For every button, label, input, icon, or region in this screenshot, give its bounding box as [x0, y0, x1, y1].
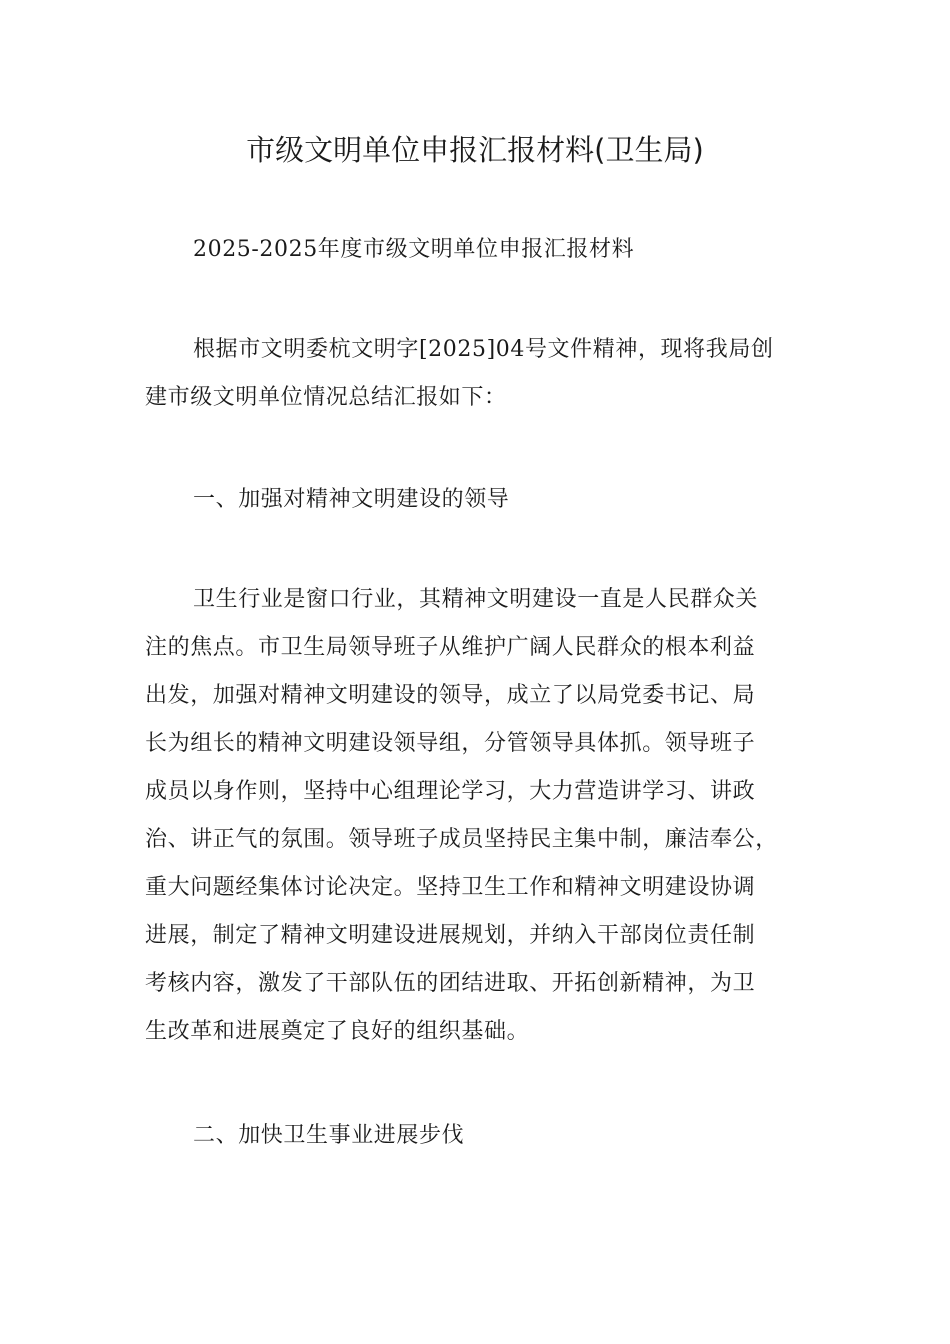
- document-subtitle: [145, 226, 825, 274]
- section1-line-8: 进展，制定了精神文明建设进展规划，并纳入干部岗位责任制: [145, 923, 756, 948]
- section2-heading: [145, 1112, 825, 1160]
- section1-line-4: 长为组长的精神文明建设领导组，分管领导具体抓。领导班子: [145, 731, 756, 756]
- section1-line-6: 治、讲正气的氛围。领导班子成员坚持民主集中制，廉洁奉公，: [145, 827, 778, 852]
- section1-line-1: 卫生行业是窗口行业，其精神文明建设一直是人民群众关: [193, 587, 759, 612]
- section1-line-9: 考核内容，激发了干部队伍的团结进取、开拓创新精神，为卫: [145, 971, 756, 996]
- section1-line-3: 出发，加强对精神文明建设的领导，成立了以局党委书记、局: [145, 683, 756, 708]
- intro-paragraph: [145, 326, 825, 422]
- section1-body: [145, 576, 825, 1056]
- subtitle-line: 2025-2025年度市级文明单位申报汇报材料: [193, 237, 635, 262]
- section1-heading-text: 一、加强对精神文明建设的领导: [193, 487, 510, 512]
- section1-line-7: 重大问题经集体讨论决定。坚持卫生工作和精神文明建设协调: [145, 875, 756, 900]
- section1-heading: [145, 476, 825, 524]
- document-title: 市级文明单位申报汇报材料(卫生局): [246, 133, 704, 167]
- intro-line-1: 根据市文明委杭文明字[2025]04号文件精神，现将我局创: [193, 337, 774, 362]
- section2-heading-text: 二、加快卫生事业进展步伐: [193, 1123, 465, 1148]
- section1-line-5: 成员以身作则，坚持中心组理论学习，大力营造讲学习、讲政: [145, 779, 756, 804]
- section1-line-2: 注的焦点。市卫生局领导班子从维护广阔人民群众的根本利益: [145, 635, 756, 660]
- intro-line-2: 建市级文明单位情况总结汇报如下：: [145, 385, 507, 410]
- section1-line-10: 生改革和进展奠定了良好的组织基础。: [145, 1019, 530, 1044]
